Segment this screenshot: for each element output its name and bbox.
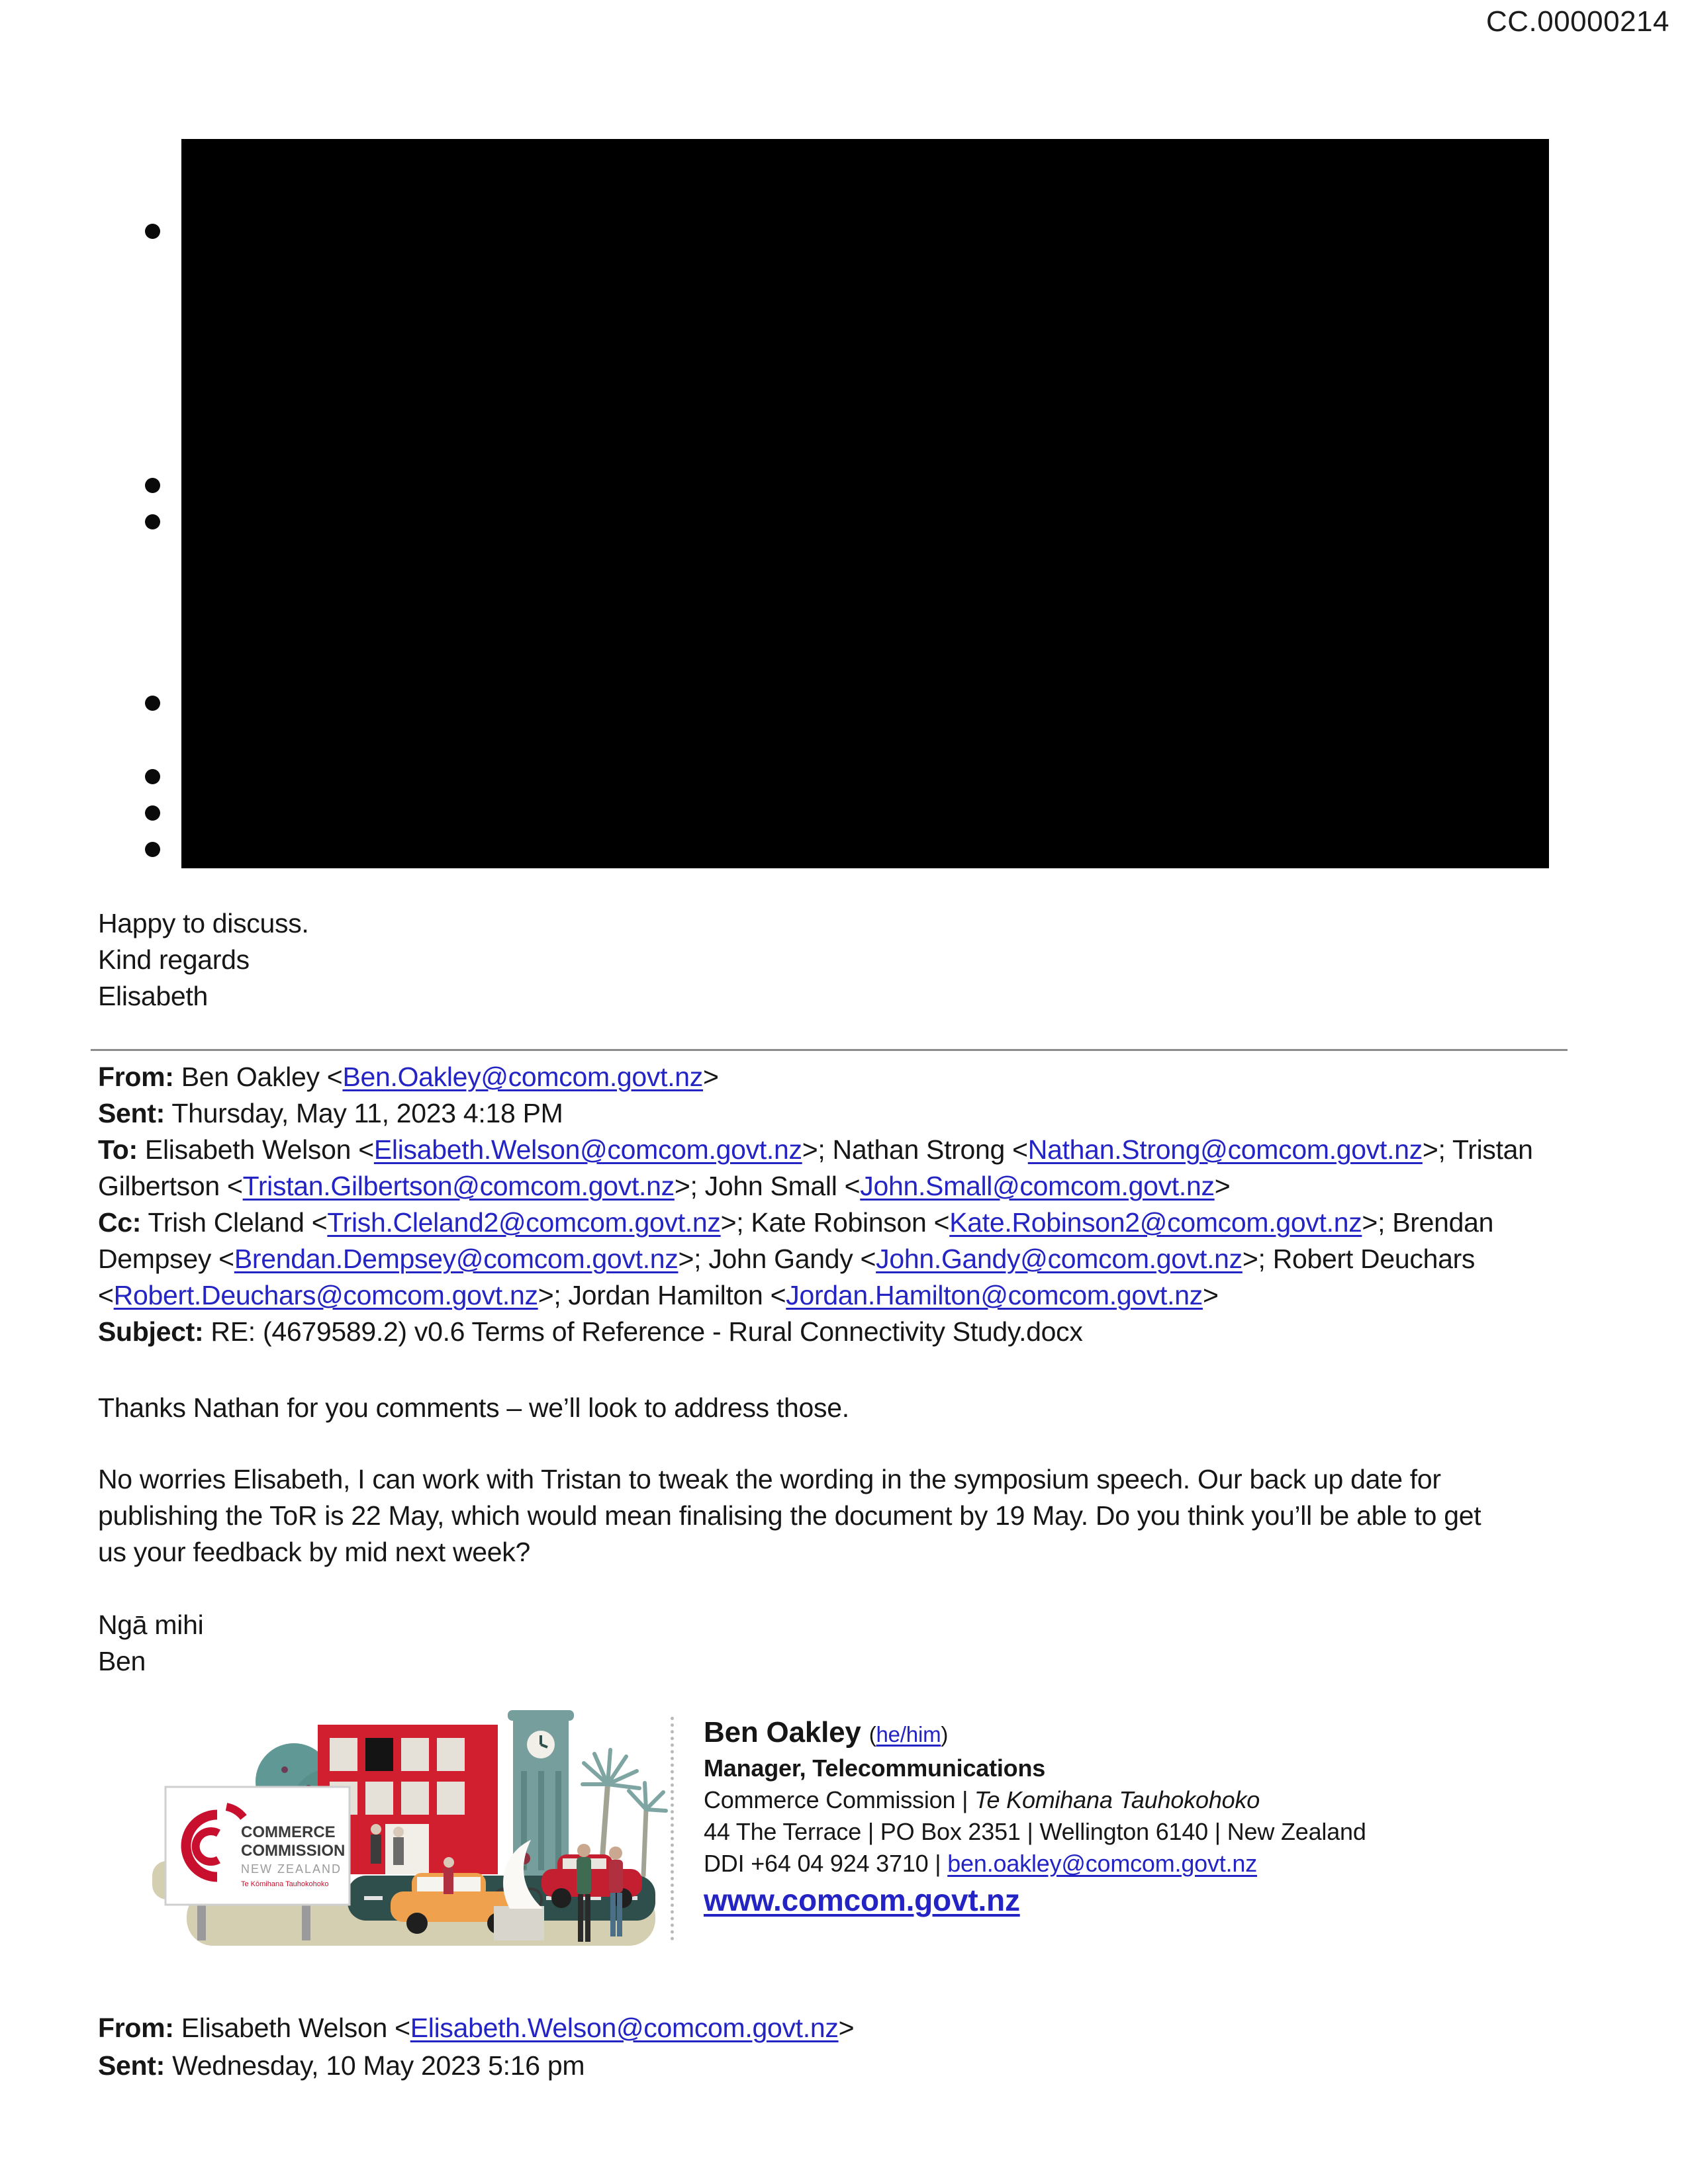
signature-phone-line — [704, 1848, 1366, 1880]
list-bullet — [145, 478, 160, 493]
body-paragraph-2 — [98, 1461, 1481, 1570]
org-separator: | — [955, 1786, 975, 1813]
logo-line-4: Te Kōmihana Tauhokohoko — [241, 1880, 329, 1888]
signature-org-line — [704, 1784, 1366, 1816]
from-name: Elisabeth Welson < — [173, 2013, 410, 2043]
to-email-link[interactable]: Elisabeth.Welson@comcom.govt.nz — [373, 1134, 802, 1165]
pronoun-paren-open: ( — [868, 1722, 876, 1747]
body-text: publishing the ToR is 22 May, which would mean finalising the document by 19 May. Do you think you’ll be able to get — [98, 1500, 1481, 1531]
to-text: >; Tristan — [1422, 1134, 1533, 1165]
cc-text: >; Robert Deuchars — [1242, 1244, 1476, 1274]
to-text: > — [1214, 1171, 1231, 1201]
body-paragraph-1 — [98, 1390, 849, 1426]
subject-line — [98, 1314, 1533, 1350]
cc-text: < — [98, 1280, 114, 1310]
closing-line-2: Kind regards — [98, 944, 250, 975]
signoff-block — [98, 1607, 203, 1680]
cc-email-link[interactable]: Trish.Cleland2@comcom.govt.nz — [327, 1207, 721, 1238]
to-email-link[interactable]: John.Small@comcom.govt.nz — [860, 1171, 1215, 1201]
from-name: Ben Oakley < — [173, 1062, 343, 1092]
list-bullet — [145, 769, 160, 784]
list-bullet — [145, 224, 160, 239]
signature-org: Commerce Commission — [704, 1786, 956, 1813]
sent-label: Sent: — [98, 1098, 165, 1128]
cc-email-link[interactable]: John.Gandy@comcom.govt.nz — [876, 1244, 1243, 1274]
cc-email-link[interactable]: Kate.Robinson2@comcom.govt.nz — [949, 1207, 1362, 1238]
email-header — [98, 1059, 1533, 1350]
cc-line-2 — [98, 1241, 1533, 1277]
sent-value: Wednesday, 10 May 2023 5:16 pm — [165, 2050, 585, 2081]
signature-illustration — [152, 1710, 669, 1954]
to-email-link[interactable]: Tristan.Gilbertson@comcom.govt.nz — [242, 1171, 675, 1201]
logo-line-1: COMMERCE — [241, 1823, 336, 1841]
cc-text: >; Jordan Hamilton < — [538, 1280, 786, 1310]
from-line — [98, 1059, 1533, 1095]
from-label: From: — [98, 2013, 174, 2043]
redacted-content-block — [181, 139, 1549, 868]
from-email-link[interactable]: Ben.Oakley@comcom.govt.nz — [342, 1062, 703, 1092]
list-bullet — [145, 514, 160, 529]
signature-contact-block — [704, 1713, 1366, 1921]
to-text: Elisabeth Welson < — [137, 1134, 374, 1165]
signature-address: 44 The Terrace | PO Box 2351 | Wellington 6140 | New Zealand — [704, 1818, 1366, 1845]
pronoun-paren-close: ) — [941, 1722, 949, 1747]
cc-email-link[interactable]: Robert.Deuchars@comcom.govt.nz — [113, 1280, 538, 1310]
to-label: To: — [98, 1134, 138, 1165]
signature-ddi: DDI +64 04 924 3710 | — [704, 1850, 948, 1877]
to-text: >; Nathan Strong < — [802, 1134, 1028, 1165]
cc-email-link[interactable]: Brendan.Dempsey@comcom.govt.nz — [234, 1244, 679, 1274]
cc-line-1 — [98, 1205, 1533, 1241]
signature-dotted-divider — [671, 1717, 674, 1940]
closing-block — [98, 905, 309, 1015]
to-text: Gilbertson < — [98, 1171, 243, 1201]
to-text: >; John Small < — [674, 1171, 861, 1201]
signoff-line-2: Ben — [98, 1646, 146, 1676]
cc-text: >; Brendan — [1362, 1207, 1494, 1238]
signature-org-maori: Te Komihana Tauhokohoko — [974, 1786, 1260, 1813]
body-text: us your feedback by mid next week? — [98, 1537, 530, 1567]
signature-name-line — [704, 1713, 1366, 1752]
cc-text: > — [1202, 1280, 1219, 1310]
to-email-link[interactable]: Nathan.Strong@comcom.govt.nz — [1027, 1134, 1423, 1165]
cc-label: Cc: — [98, 1207, 142, 1238]
email-signature — [0, 1710, 1688, 1955]
cc-text: Dempsey < — [98, 1244, 234, 1274]
signature-email-link[interactable]: ben.oakley@comcom.govt.nz — [947, 1850, 1257, 1877]
body-text: Thanks Nathan for you comments – we’ll look to address those. — [98, 1392, 849, 1423]
cc-line-3 — [98, 1277, 1533, 1314]
message-divider-line — [91, 1049, 1568, 1051]
list-bullet — [145, 805, 160, 821]
closing-line-3: Elisabeth — [98, 981, 208, 1011]
pronouns-link[interactable]: he/him — [876, 1722, 941, 1747]
subject-value: RE: (4679589.2) v0.6 Terms of Reference - Rural Connectivity Study.docx — [203, 1316, 1083, 1347]
logo-line-3: NEW ZEALAND — [241, 1862, 342, 1876]
from-line-2 — [98, 2009, 854, 2047]
sent-line — [98, 1095, 1533, 1132]
document-reference-number: CC.00000214 — [1485, 5, 1669, 38]
closing-line-1: Happy to discuss. — [98, 908, 309, 938]
list-bullet — [145, 842, 160, 857]
list-bullet — [145, 696, 160, 711]
body-text: No worries Elisabeth, I can work with Tristan to tweak the wording in the symposium speech. Our back up date for — [98, 1464, 1441, 1494]
sent-line-2 — [98, 2047, 854, 2085]
cc-text: >; Kate Robinson < — [720, 1207, 950, 1238]
cc-text: >; John Gandy < — [678, 1244, 876, 1274]
sent-label: Sent: — [98, 2050, 165, 2081]
from-label: From: — [98, 1062, 174, 1092]
to-line-1 — [98, 1132, 1533, 1168]
from-suffix: > — [703, 1062, 719, 1092]
signature-website-line — [704, 1880, 1366, 1921]
from-email-link[interactable]: Elisabeth.Welson@comcom.govt.nz — [410, 2013, 839, 2043]
logo-line-2: COMMISSION — [241, 1842, 346, 1860]
signature-job-title: Manager, Telecommunications — [704, 1754, 1046, 1782]
cc-text: Trish Cleland < — [141, 1207, 328, 1238]
signature-name: Ben Oakley — [704, 1716, 869, 1749]
subject-label: Subject: — [98, 1316, 204, 1347]
email-header-2 — [98, 2009, 854, 2085]
to-line-2 — [98, 1168, 1533, 1205]
cc-email-link[interactable]: Jordan.Hamilton@comcom.govt.nz — [786, 1280, 1203, 1310]
website-link[interactable]: www.comcom.govt.nz — [704, 1883, 1020, 1917]
signoff-line-1: Ngā mihi — [98, 1610, 204, 1640]
sent-value: Thursday, May 11, 2023 4:18 PM — [165, 1098, 563, 1128]
from-suffix: > — [838, 2013, 855, 2043]
